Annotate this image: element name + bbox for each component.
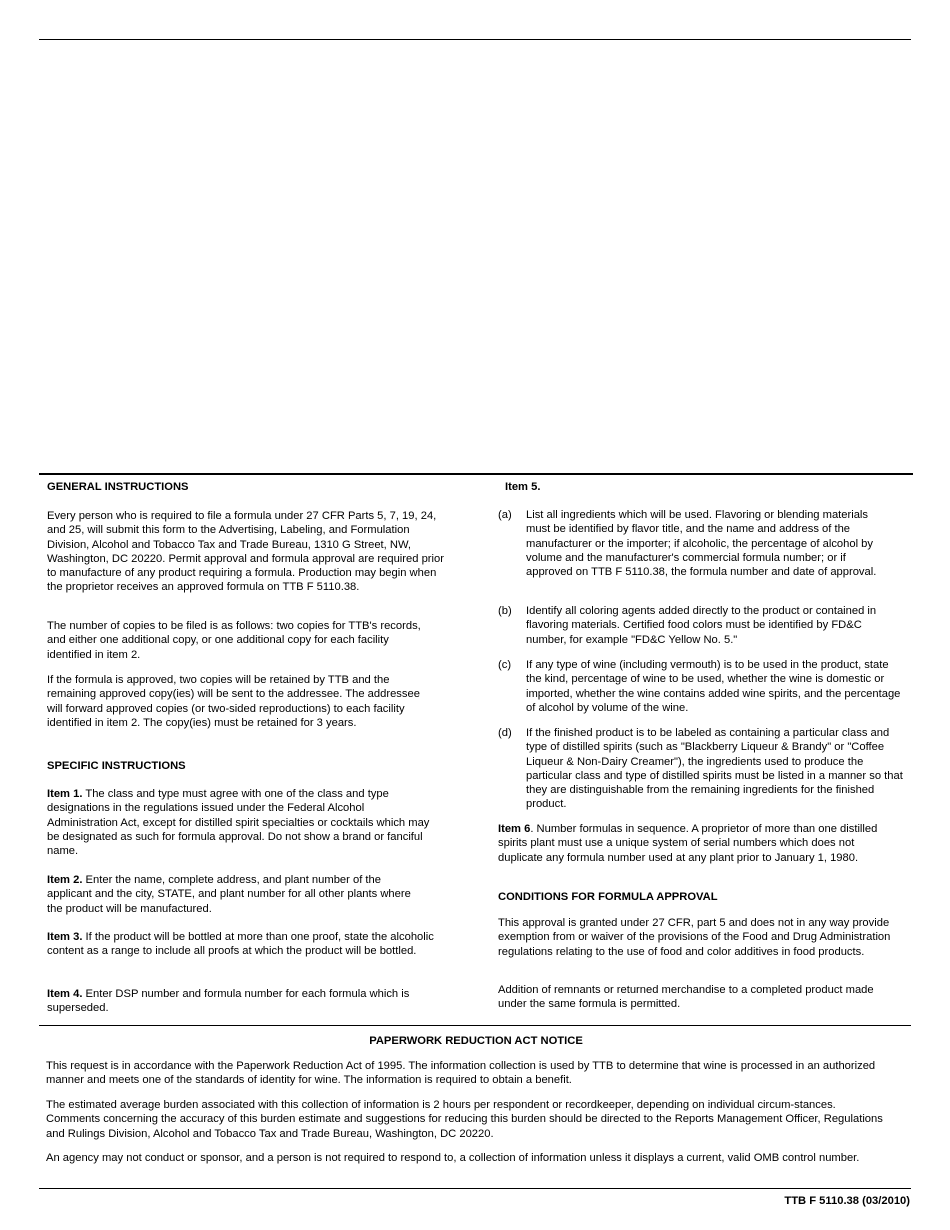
item-5-sub-d-text: If the finished product is to be labeled as containing a particular class and type of distilled spirits (such as "Blackberry Liqueur & Brandy" or "Coffee Liqueur & Non-Dairy Creamer"), the ingredients used to produce the particular class and type of distilled spirits must be listed in a manner so that they are distinguishable from the remaining ingredients for the finished product. <box>526 727 903 811</box>
general-paragraph-3: If the formula is approved, two copies will be retained by TTB and the remaining approved copy(ies) will be sent to the addressee. The addressee will forward approved copies (or two-sided reproductions) to each facility identified in item 2. The copy(ies) must be retained for 3 years. <box>47 674 420 729</box>
conditions-paragraph-2: Addition of remnants or returned merchandise to a completed product made under the same formula is permitted. <box>498 984 874 1011</box>
item-4-text: Enter DSP number and formula number for each formula which is superseded. <box>47 988 410 1015</box>
paperwork-top-rule <box>39 1025 911 1026</box>
item-5-sub-c-tag: (c) <box>498 659 512 671</box>
general-instructions-heading: GENERAL INSTRUCTIONS <box>47 481 189 493</box>
item-2-label: Item 2. <box>47 874 83 886</box>
paperwork-paragraph-3: An agency may not conduct or sponsor, and a person is not required to respond to, a collection of information unless it displays a current, valid OMB control number. <box>46 1152 860 1164</box>
item-5-sub-b-tag: (b) <box>498 605 512 617</box>
form-identifier: TTB F 5110.38 (03/2010) <box>784 1195 910 1207</box>
item-5-sub-c <box>498 658 910 715</box>
item-6-instruction <box>498 822 893 865</box>
item-3-text: If the product will be bottled at more than one proof, state the alcoholic content as a range to include all proofs at which the product will be bottled. <box>47 931 434 958</box>
specific-instructions-heading: SPECIFIC INSTRUCTIONS <box>47 760 186 772</box>
top-rule <box>39 39 911 40</box>
paperwork-paragraph-2: The estimated average burden associated with this collection of information is 2 hours per respondent or recordkeeper, depending on individual circum-stances. Comments concerning the accuracy of this burden estimate and suggestions for reducing this burden should be directed to the Reports Management Officer, Regulations and Rulings Division, Alcohol and Tobacco Tax and Trade Bureau, Washington, DC 20220. <box>46 1099 883 1140</box>
item-5-sub-b <box>498 604 910 647</box>
general-paragraph-1: Every person who is required to file a formula under 27 CFR Parts 5, 7, 19, 24, and 25, will submit this form to the Advertising, Labeling, and Formulation Division, Alcohol and Tobacco Tax and Trade Bureau, 1310 G Street, NW, Washington, DC 20220. Permit approval and formula approval are required prior to manufacture of any product requiring a formula. Production may begin when the proprietor receives an approved formula on TTB F 5110.38. <box>47 510 444 594</box>
item-1-label: Item 1. <box>47 788 83 800</box>
conditions-heading: CONDITIONS FOR FORMULA APPROVAL <box>498 891 718 903</box>
item-5-heading: Item 5. <box>505 481 541 493</box>
item-5-sub-d-tag: (d) <box>498 727 512 739</box>
item-5-sub-a <box>498 508 910 579</box>
item-5-sub-a-tag: (a) <box>498 509 512 521</box>
item-2-text: Enter the name, complete address, and plant number of the applicant and the city, STATE, and plant number for all other plants where the product will be manufactured. <box>47 874 411 915</box>
item-3-label: Item 3. <box>47 931 83 943</box>
instructions-top-rule <box>39 473 913 475</box>
item-1-text: The class and type must agree with one of the class and type designations in the regulations issued under the Federal Alcohol Administration Act, except for distilled spirit specialties or cocktails which may be designated as such for formula approval. Do not show a brand or fanciful name. <box>47 788 430 858</box>
bottom-rule <box>39 1188 911 1189</box>
item-5-sub-b-text: Identify all coloring agents added directly to the product or contained in flavoring materials. Certified food colors must be identified by FD&C number, for example "FD&C Yellow No. 5." <box>526 605 877 646</box>
item-3-instruction <box>47 930 439 959</box>
item-2-instruction <box>47 873 427 916</box>
item-6-label: Item 6 <box>498 823 531 835</box>
item-5-sub-a-text: List all ingredients which will be used. Flavoring or blending materials must be identified by flavor title, and the name and address of the manufacturer or the importer; if alcoholic, the percentage of alcohol by volume and the manufacturer's commercial formula number; or if approved on TTB F 5110.38, the formula number and date of approval. <box>526 509 877 579</box>
item-6-text: . Number formulas in sequence. A proprietor of more than one distilled spirits plant must use a unique system of serial numbers which does not duplicate any formula number used at any plant prior to January 1, 1980. <box>498 823 878 864</box>
item-5-sub-d <box>498 726 910 812</box>
item-4-instruction <box>47 987 427 1016</box>
item-5-sub-c-text: If any type of wine (including vermouth) is to be used in the product, state the kind, percentage of wine to be used, whether the wine is domestic or imported, whether the wine contains added wine spirits, and the percentage of alcohol by volume of the wine. <box>526 659 901 714</box>
general-paragraph-2: The number of copies to be filed is as follows: two copies for TTB's records, and either one additional copy, or one additional copy for each facility identified in item 2. <box>47 620 421 661</box>
item-4-label: Item 4. <box>47 988 83 1000</box>
item-1-instruction <box>47 787 437 858</box>
paperwork-paragraph-1: This request is in accordance with the Paperwork Reduction Act of 1995. The information collection is used by TTB to determine that wine is processed in an authorized manner and meets one of the standards of identity for wine. The information is required to obtain a benefit. <box>46 1060 876 1087</box>
conditions-paragraph-1: This approval is granted under 27 CFR, part 5 and does not in any way provide exemption from or waiver of the provisions of the Food and Drug Administration regulations relating to the use of food and color additives in food products. <box>498 917 891 958</box>
paperwork-heading: PAPERWORK REDUCTION ACT NOTICE <box>369 1035 583 1047</box>
